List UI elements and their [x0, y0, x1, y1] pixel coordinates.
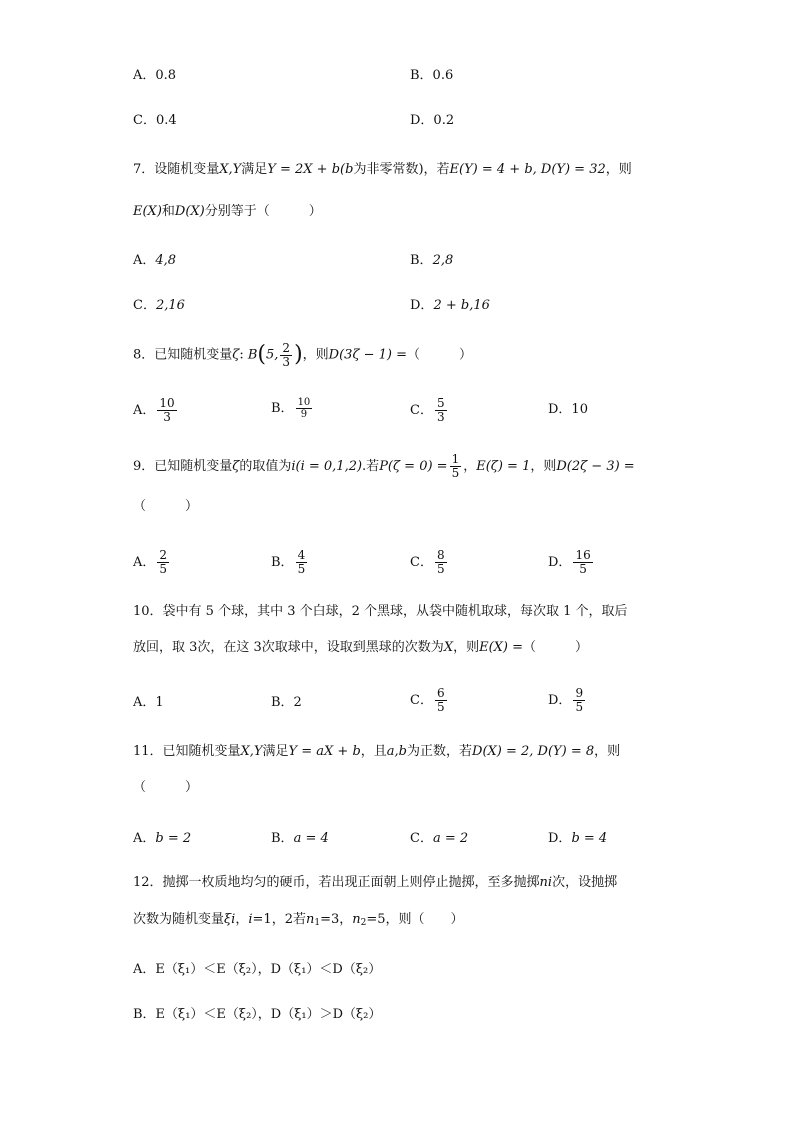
- q10-stem-line2: 放回，取 3次，在这 3次取球中，设取到黑球的次数为X，则E(X) =（ ）: [133, 640, 589, 655]
- q11-stem-line2: （ ）: [133, 780, 199, 795]
- q6-option-c: C．0.4: [133, 113, 177, 128]
- q10-stem-line1: 10．袋中有 5 个球，其中 3 个白球，2 个黑球，从袋中随机取球，每次取 1 个，取后: [133, 604, 628, 619]
- q10-option-a: A．1: [133, 695, 164, 710]
- q9-option-a: A． $\frac{2}{5}$: [133, 548, 168, 576]
- q11-option-c: C．a = 2: [410, 831, 469, 846]
- q8-stem: 8．已知随机变量ζ: B(5, $\frac{2}{3}$ )，则D(3ζ − 1) =（ ）: [133, 340, 473, 369]
- q11-option-d: D．b = 4: [548, 831, 608, 846]
- q9-option-d: D． $\frac{16}{5}$: [548, 548, 591, 576]
- q10-option-d: D． $\frac{9}{5}$: [548, 686, 584, 714]
- q7-stem-line1: 7．设随机变量X,Y满足Y = 2X + b(b为非零常数)，若E(Y) = 4 + b, D(Y) = 32，则: [133, 162, 632, 177]
- q7-option-b: B．2,8: [410, 253, 454, 268]
- q8-option-d: D．10: [548, 402, 588, 417]
- q8-option-c: C． $\frac{5}{3}$: [410, 396, 445, 424]
- q9-stem-line1: 9．已知随机变量ζ的取值为i(i = 0,1,2).若P(ζ = 0) = $\frac{1}{5}$ ，E(ζ) = 1，则D(2ζ − 3) =: [133, 452, 635, 480]
- q8-option-b: B． $\frac{10}{9}$: [271, 397, 311, 420]
- q7-option-a: A．4,8: [133, 253, 177, 268]
- q12-option-a: A．E（ξ₁）＜E（ξ₂），D（ξ₁）＜D（ξ₂）: [133, 962, 382, 977]
- q7-option-d: D．2 + b,16: [410, 298, 490, 313]
- q10-option-c: C． $\frac{6}{5}$: [410, 686, 445, 714]
- q9-option-c: C． $\frac{8}{5}$: [410, 548, 445, 576]
- q7-option-c: C．2,16: [133, 298, 185, 313]
- q8-option-a: A． $\frac{10}{3}$: [133, 396, 175, 424]
- q11-stem-line1: 11．已知随机变量X,Y满足Y = aX + b，且a,b为正数，若D(X) = 2, D(Y) = 8，则: [133, 744, 621, 759]
- q7-stem-line2: E(X)和D(X)分别等于（ ）: [133, 204, 322, 219]
- q11-option-b: B．a = 4: [271, 831, 329, 846]
- q12-option-b: B．E（ξ₁）＜E（ξ₂），D（ξ₁）＞D（ξ₂）: [133, 1007, 382, 1022]
- q6-option-a: A．0.8: [133, 68, 177, 83]
- q9-stem-line2: （ ）: [133, 499, 199, 514]
- q11-option-a: A．b = 2: [133, 831, 192, 846]
- q12-stem-line2: 次数为随机变量ξi，i=1，2若$n_1=3$，$n_2=5$，则（ ）: [133, 912, 464, 928]
- q9-option-b: B． $\frac{4}{5}$: [271, 548, 306, 576]
- q12-stem-line1: 12．抛掷一枚质地均匀的硬币，若出现正面朝上则停止抛掷，至多抛掷ni次，设抛掷: [133, 875, 618, 890]
- q6-option-b: B．0.6: [410, 68, 454, 83]
- q6-option-d: D．0.2: [410, 113, 455, 128]
- q10-option-b: B．2: [271, 695, 302, 710]
